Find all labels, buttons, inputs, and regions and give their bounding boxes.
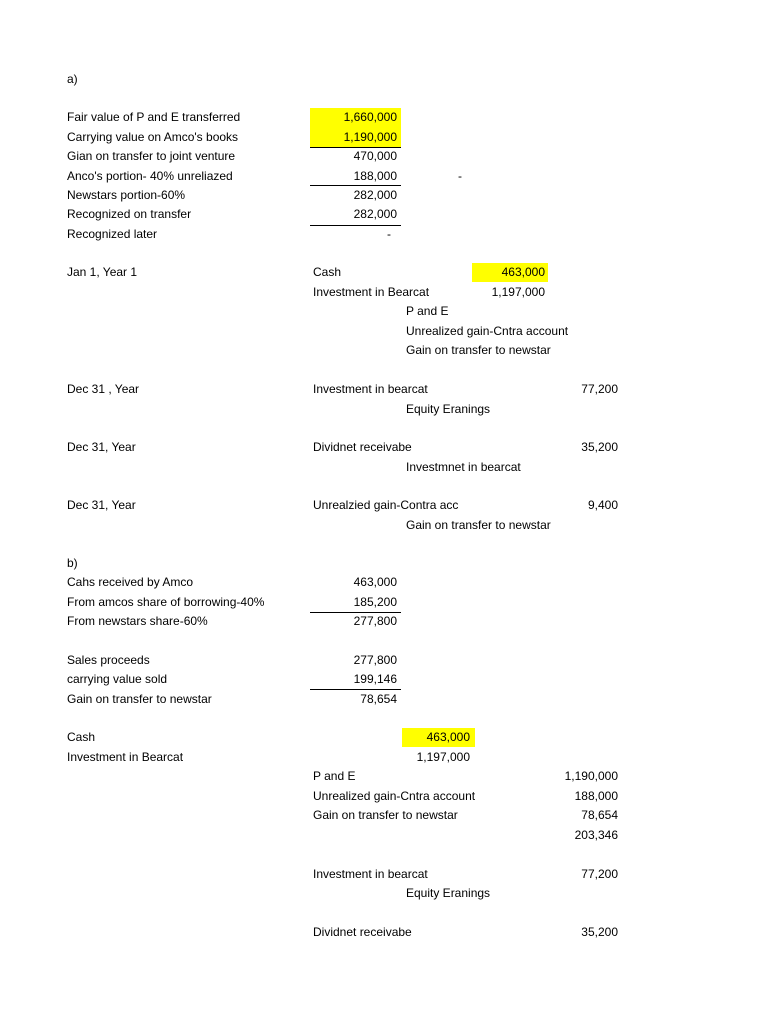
debit-account: Investment in Bearcat	[313, 285, 430, 299]
debit-amount: 77,200	[581, 382, 618, 396]
credit-account: Gain on transfer to newstar	[406, 343, 551, 357]
debit-amount: 1,197,000	[416, 750, 470, 764]
debit-amount: 463,000	[426, 730, 470, 744]
debit-account: Cash	[67, 730, 96, 744]
debit-account: Unrealzied gain-Contra acc	[313, 498, 459, 512]
debit-account: Dividnet receivabe	[313, 925, 412, 939]
debit-account: Cash	[313, 265, 342, 279]
calc-value: 277,800	[353, 653, 397, 667]
calc-value: 282,000	[353, 188, 397, 202]
calc-label: Sales proceeds	[67, 653, 150, 667]
part-b-heading: b)	[67, 556, 78, 570]
subtotal-rule	[310, 225, 401, 226]
debit-amount: 35,200	[581, 440, 618, 454]
subtotal-rule	[310, 612, 401, 613]
credit-account: Equity Eranings	[406, 886, 491, 900]
subtotal-rule	[310, 689, 401, 690]
entry-date: Dec 31, Year	[67, 440, 136, 454]
calc-label: Newstars portion-60%	[67, 188, 186, 202]
credit-amount: 1,190,000	[564, 769, 618, 783]
credit-account: Gain on transfer to newstar	[313, 808, 458, 822]
calc-label: carrying value sold	[67, 672, 168, 686]
calc-label: From newstars share-60%	[67, 614, 208, 628]
calc-label: Fair value of P and E transferred	[67, 110, 241, 124]
credit-account: Gain on transfer to newstar	[406, 518, 551, 532]
debit-amount: 77,200	[581, 867, 618, 881]
credit-amount: 78,654	[581, 808, 618, 822]
credit-account: Equity Eranings	[406, 402, 491, 416]
calc-value: 1,190,000	[343, 130, 397, 144]
debit-account: Investment in bearcat	[313, 867, 428, 881]
entry-date: Dec 31 , Year	[67, 382, 140, 396]
debit-account: Dividnet receivabe	[313, 440, 412, 454]
subtotal-rule	[310, 147, 401, 148]
credit-amount: 188,000	[574, 789, 618, 803]
calc-value: 463,000	[353, 575, 397, 589]
calc-value: 470,000	[353, 149, 397, 163]
calc-label: Gain on transfer to newstar	[67, 692, 212, 706]
part-a-heading: a)	[67, 72, 78, 86]
calc-label: Recognized on transfer	[67, 207, 192, 221]
debit-account: Investment in Bearcat	[67, 750, 184, 764]
calc-value: 188,000	[353, 169, 397, 183]
entry-date: Jan 1, Year 1	[67, 265, 138, 279]
calc-label: Anco's portion- 40% unreliazed	[67, 169, 233, 183]
calc-label: Recognized later	[67, 227, 158, 241]
debit-amount: 9,400	[587, 498, 618, 512]
calc-label: Gian on transfer to joint venture	[67, 149, 236, 163]
credit-account: Unrealized gain-Cntra account	[313, 789, 476, 803]
calc-label: Cahs received by Amco	[67, 575, 194, 589]
calc-value: 185,200	[353, 595, 397, 609]
calc-value: 282,000	[353, 207, 397, 221]
credit-account: Investmnet in bearcat	[406, 460, 521, 474]
credit-account: P and E	[313, 769, 356, 783]
credit-account: P and E	[406, 304, 449, 318]
credit-account: Unrealized gain-Cntra account	[406, 324, 569, 338]
calc-value: 199,146	[353, 672, 397, 686]
subtotal-rule	[310, 185, 401, 186]
calc-value: 1,660,000	[343, 110, 397, 124]
debit-amount: 35,200	[581, 925, 618, 939]
entry-date: Dec 31, Year	[67, 498, 136, 512]
debit-amount: 1,197,000	[491, 285, 545, 299]
calc-label: Carrying value on Amco's books	[67, 130, 239, 144]
calc-value: 277,800	[353, 614, 397, 628]
calc-value: -	[387, 227, 391, 241]
credit-amount: 203,346	[574, 828, 618, 842]
stray-dash: -	[458, 169, 462, 183]
calc-label: From amcos share of borrowing-40%	[67, 595, 265, 609]
debit-account: Investment in bearcat	[313, 382, 428, 396]
calc-value: 78,654	[360, 692, 397, 706]
debit-amount: 463,000	[501, 265, 545, 279]
